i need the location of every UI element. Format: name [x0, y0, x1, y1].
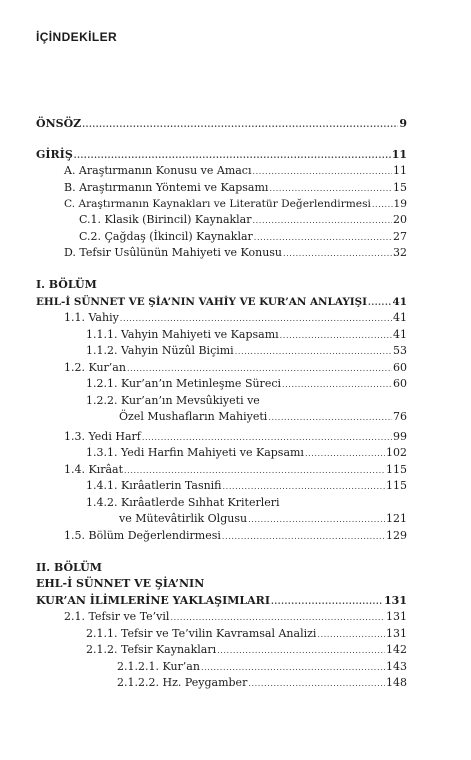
toc-entry[interactable]	[64, 311, 407, 326]
leader-dots	[127, 361, 392, 376]
toc-entry[interactable]	[64, 529, 407, 544]
toc-entry-page: 41	[393, 311, 407, 324]
toc-entry[interactable]	[86, 627, 407, 642]
leader-dots	[368, 295, 392, 309]
toc-entry-title: 2.1.2.2. Hz. Peygamber	[117, 676, 248, 689]
leader-dots	[82, 117, 398, 131]
toc-entry[interactable]	[64, 361, 407, 376]
toc-entry-page: 115	[386, 463, 407, 476]
toc-entry-page: 148	[386, 676, 407, 689]
toc-entry-title: 1.2.1. Kur’an’ın Metinleşme Süreci	[86, 377, 282, 390]
toc-entry-page: 131	[384, 594, 407, 607]
toc-entry-page: 60	[393, 377, 407, 390]
toc-entry-title: 1.3.1. Yedi Harfin Mahiyeti ve Kapsamı	[86, 446, 304, 459]
toc-entry[interactable]	[64, 164, 407, 179]
leader-dots	[170, 610, 385, 625]
toc-entry[interactable]	[86, 479, 407, 494]
toc-entry-title: ÖNSÖZ	[36, 117, 82, 130]
toc-entry-page: 32	[393, 246, 407, 259]
leader-dots	[252, 164, 392, 179]
toc-entry[interactable]	[86, 328, 407, 343]
toc-entry-title: B. Araştırmanın Yöntemi ve Kapsamı	[64, 181, 269, 194]
section-heading: EHL-İ SÜNNET VE ŞİA’NIN	[36, 577, 205, 590]
toc-entry[interactable]	[79, 230, 407, 245]
section-heading: I. BÖLÜM	[36, 278, 97, 291]
toc-entry[interactable]	[64, 463, 407, 478]
toc-entry[interactable]	[119, 410, 407, 425]
toc-entry-page: 19	[393, 198, 407, 210]
toc-entry-title: Özel Mushafların Mahiyeti	[119, 410, 268, 423]
leader-dots	[283, 246, 392, 261]
toc-entry[interactable]	[86, 643, 407, 658]
toc-entry-title: 2.1.1. Tefsir ve Te’vilin Kavramsal Analizi	[86, 627, 317, 640]
leader-dots	[74, 148, 391, 162]
section-heading: II. BÖLÜM	[36, 561, 102, 574]
toc-entry-title: C.1. Klasik (Birincil) Kaynaklar	[79, 213, 252, 226]
toc-entry-title: 1.4.1. Kırâatlerin Tasnifi	[86, 479, 222, 492]
toc-entry[interactable]	[36, 295, 407, 309]
toc-entry-title: C.2. Çağdaş (İkincil) Kaynaklar	[79, 230, 253, 243]
toc-entry-page: 102	[386, 446, 407, 459]
toc-entry[interactable]	[86, 446, 407, 461]
toc-entry[interactable]	[79, 213, 407, 228]
leader-dots	[217, 643, 385, 658]
toc-entry-title: 2.1.2. Tefsir Kaynakları	[86, 643, 217, 656]
toc-entry-title: 1.1. Vahiy	[64, 311, 119, 324]
toc-entry-page: 143	[386, 660, 407, 673]
leader-dots	[305, 446, 385, 461]
toc-entry-title: 1.1.2. Vahyin Nüzûl Biçimi	[86, 344, 234, 357]
toc-entry-page: 20	[393, 213, 407, 226]
toc-entry[interactable]	[36, 594, 407, 608]
toc-entry-page: 60	[393, 361, 407, 374]
toc-entry[interactable]	[117, 676, 407, 691]
toc-entry-page: 99	[393, 430, 407, 443]
toc-entry-page: 41	[393, 328, 407, 341]
toc-entry-title: 1.4. Kırâat	[64, 463, 124, 476]
toc-entry-page: 121	[386, 512, 407, 525]
leader-dots	[248, 512, 385, 527]
toc-entry-title: 1.3. Yedi Harf	[64, 430, 141, 443]
toc-entry-title: EHL-İ SÜNNET VE ŞİA’NIN VAHİY VE KUR’AN ANLAYIŞI	[36, 296, 368, 308]
toc-entry[interactable]	[64, 610, 407, 625]
toc-entry-title: KUR’AN İLİMLERİNE YAKLAŞIMLARI	[36, 594, 270, 607]
toc-entry-page: 131	[386, 610, 407, 623]
leader-dots	[271, 594, 383, 608]
toc-entry[interactable]	[64, 430, 407, 445]
toc-entry-title: 2.1. Tefsir ve Te’vil	[64, 610, 170, 623]
leader-dots	[222, 529, 385, 544]
toc-entry-title: 1.2. Kur’an	[64, 361, 126, 374]
page-title: İÇİNDEKİLER	[36, 30, 118, 44]
toc-entry-title: 1.1.1. Vahyin Mahiyeti ve Kapsamı	[86, 328, 279, 341]
toc-entry-page: 9	[399, 117, 407, 130]
toc-entry-title: A. Araştırmanın Konusu ve Amacı	[64, 164, 252, 177]
leader-dots	[253, 213, 392, 228]
leader-dots	[142, 430, 392, 445]
toc-entry-title-line: 1.2.2. Kur’an’ın Mevsûkiyeti ve	[86, 394, 260, 407]
toc-entry[interactable]	[64, 181, 407, 196]
toc-entry-title-line: 1.4.2. Kırâatlerde Sıhhat Kriterleri	[86, 496, 280, 509]
leader-dots	[280, 328, 392, 343]
leader-dots	[317, 627, 385, 642]
leader-dots	[268, 410, 392, 425]
toc-entry[interactable]	[86, 344, 407, 359]
leader-dots	[235, 344, 392, 359]
leader-dots	[223, 479, 385, 494]
leader-dots	[201, 660, 385, 675]
toc-entry-title: 1.5. Bölüm Değerlendirmesi	[64, 529, 221, 542]
leader-dots	[372, 197, 393, 212]
leader-dots	[248, 676, 385, 691]
toc-entry-page: 53	[393, 344, 407, 357]
toc-entry-page: 142	[386, 643, 407, 656]
toc-entry[interactable]	[64, 197, 407, 212]
toc-entry-page: 11	[391, 148, 407, 161]
toc-entry[interactable]	[36, 148, 407, 162]
toc-entry-title: 2.1.2.1. Kur’an	[117, 660, 200, 673]
toc-entry-page: 131	[386, 627, 407, 640]
leader-dots	[269, 181, 392, 196]
toc-entry-title: GİRİŞ	[36, 148, 73, 161]
leader-dots	[124, 463, 385, 478]
leader-dots	[282, 377, 392, 392]
toc-entry[interactable]	[119, 512, 407, 527]
toc-entry-page: 41	[392, 296, 407, 308]
toc-entry-page: 15	[393, 181, 407, 194]
toc-entry-page: 76	[393, 410, 407, 423]
leader-dots	[120, 311, 392, 326]
toc-entry[interactable]	[64, 246, 407, 261]
toc-entry-page: 115	[386, 479, 407, 492]
toc-entry-title: ve Mütevâtirlik Olgusu	[119, 512, 248, 525]
leader-dots	[254, 230, 392, 245]
toc-entry-page: 27	[393, 230, 407, 243]
toc-entry[interactable]	[117, 660, 407, 675]
toc-entry-page: 129	[386, 529, 407, 542]
toc-entry-title: C. Araştırmanın Kaynakları ve Literatür Değerlendirmesi	[64, 198, 371, 210]
toc-entry-page: 11	[393, 164, 407, 177]
toc-entry[interactable]	[36, 117, 407, 131]
toc-entry[interactable]	[86, 377, 407, 392]
toc-entry-title: D. Tefsir Usûlünün Mahiyeti ve Konusu	[64, 246, 283, 259]
